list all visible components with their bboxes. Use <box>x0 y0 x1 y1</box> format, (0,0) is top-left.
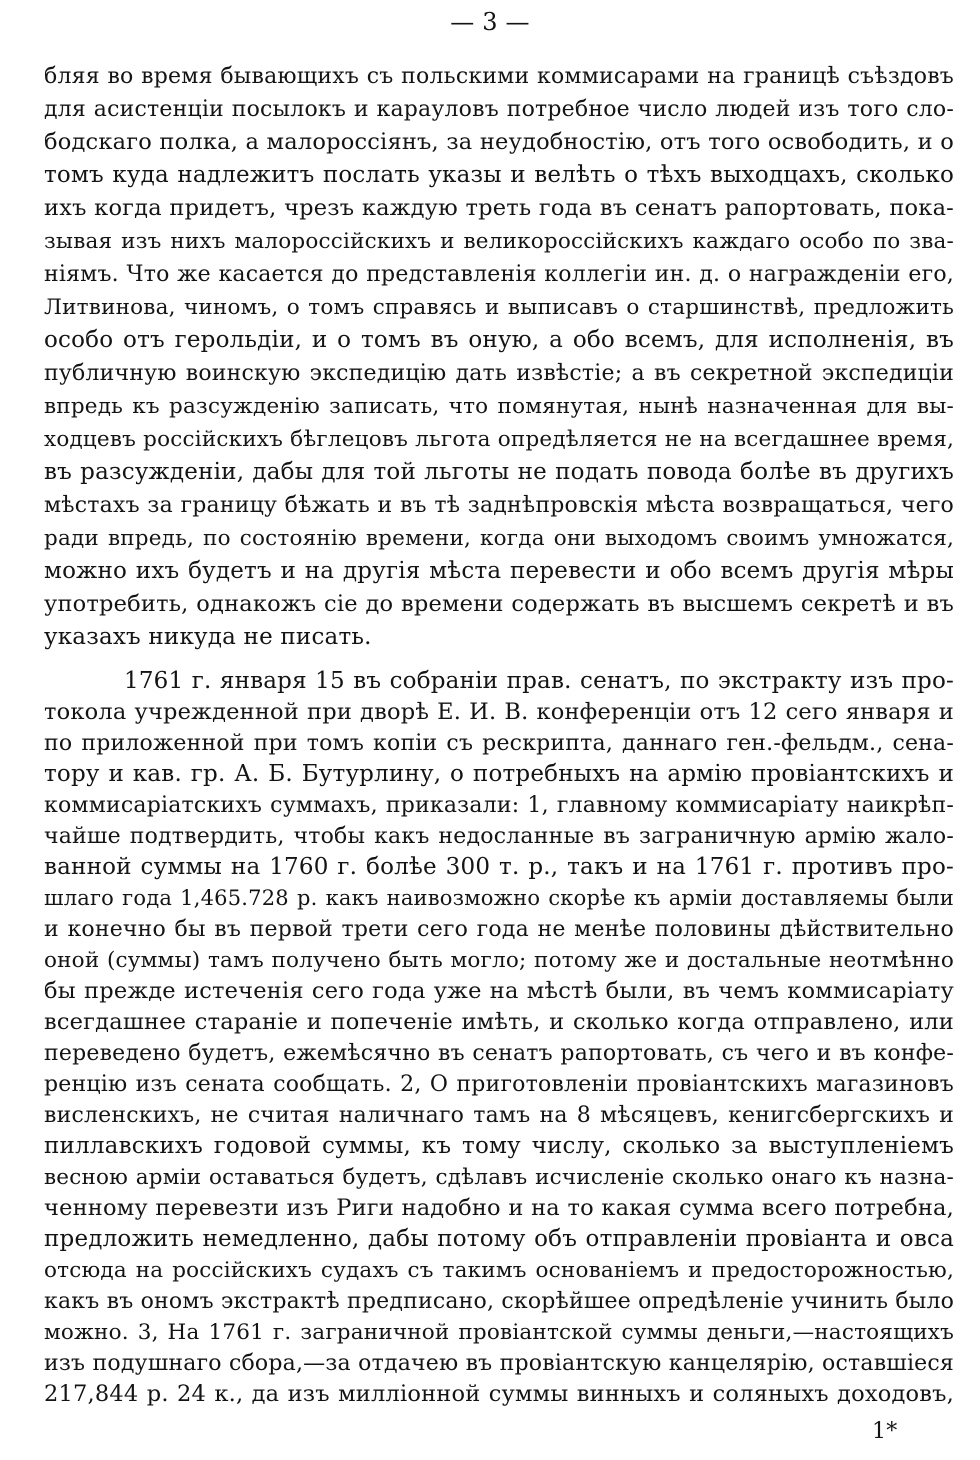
text-line: публичную воинскую экспедицію дать извѣстіе; а въ секретной экспедиціи <box>44 361 954 386</box>
text-line: всегдашнее стараніе и попеченіе имѣть, и сколько когда отправлено, или <box>44 1009 954 1035</box>
text-line: для асистенціи посылокъ и карауловъ потребное число людей изъ того сло- <box>44 97 954 122</box>
text-line: переведено будетъ, ежемѣсячно въ сенатъ рапортовать, съ чего и въ конфе- <box>44 1041 954 1066</box>
text-line: шлаго года 1,465.728 р. какъ наивозможно скорѣе къ арміи доставляемы были <box>44 886 954 910</box>
text-line: ради впредь, по состоянію времени, когда они выходомъ своимъ умножатся, <box>44 526 954 551</box>
text-line: отсюда на россійскихъ судахъ съ такимъ основаніемъ и предосторожностью, <box>44 1258 954 1283</box>
text-line: томъ куда надлежитъ послать указы и велѣть о тѣхъ выходцахъ, сколько <box>44 162 954 188</box>
text-line: ренцію изъ сената сообщать. 2, О приготовленіи провіантскихъ магазиновъ <box>44 1072 954 1097</box>
text-line: весною арміи оставаться будетъ, сдѣлавъ исчисленіе сколько онаго къ назна- <box>44 1165 954 1190</box>
text-line: ихъ когда придетъ, чрезъ каждую треть года въ сенатъ рапортовать, пока- <box>44 195 954 221</box>
text-line: бы прежде истеченія сего года уже на мѣстѣ были, въ чемъ коммисаріату <box>44 978 954 1004</box>
text-line: бляя во время бывающихъ съ польскими коммисарами на границѣ съѣздовъ <box>44 64 954 89</box>
text-line: впредь къ разсужденію записать, что помянутая, нынѣ назначенная для вы- <box>44 394 954 419</box>
text-line: ходцевъ россійскихъ бѣглецовъ льгота опредѣляется не на всегдашнее время, <box>44 427 954 452</box>
text-line: изъ подушнаго сбора,—за отдачею въ провіантскую канцелярію, оставшіеся <box>44 1351 954 1376</box>
signature-mark: 1* <box>872 1419 898 1444</box>
text-line: указахъ никуда не писать. <box>44 624 372 650</box>
text-line: токола учрежденной при дворѣ Е. И. В. конференціи отъ 12 сего января и <box>44 699 954 725</box>
text-line: по приложенной при томъ копіи съ рескрипта, даннаго ген.-фельдм., сена- <box>44 731 954 756</box>
text-line: какъ въ ономъ экстрактѣ предписано, скорѣйшее опредѣленіе учинить было <box>44 1289 954 1314</box>
text-line: чайше подтвердить, чтобы какъ недосланные въ заграничную армію жало- <box>44 824 954 849</box>
text-line: висленскихъ, не считая наличнаго тамъ на 8 мѣсяцевъ, кенигсбергскихъ и <box>44 1103 954 1128</box>
text-line: бодскаго полка, а малороссіянъ, за неудобностію, отъ того освободить, и о <box>44 129 954 155</box>
text-line: можно ихъ будетъ и на другія мѣста перевести и обо всемъ другія мѣры <box>44 558 954 584</box>
text-line: 217,844 р. 24 к., да изъ милліонной суммы винныхъ и соляныхъ доходовъ, <box>44 1381 954 1407</box>
text-line: ніямъ. Что же касается до представленія коллегіи ин. д. о награжденіи его, <box>44 262 954 287</box>
text-line: ванной суммы на 1760 г. болѣе 300 т. р., такъ и на 1761 г. противъ про- <box>44 854 954 880</box>
text-line: Литвинова, чиномъ, о томъ справясь и выписавъ о старшинствѣ, предложить <box>44 295 954 320</box>
text-line: зывая изъ нихъ малороссійскихъ и великороссійскихъ каждаго особо по зва- <box>44 229 954 254</box>
page-number: — 3 — <box>450 8 530 36</box>
text-line: можно. 3, На 1761 г. заграничной провіантской суммы деньги,—настоящихъ <box>44 1320 954 1345</box>
text-line: оной (суммы) тамъ получено быть могло; потому же и достальные неотмѣнно <box>44 948 954 973</box>
text-line: пиллавскихъ годовой суммы, къ тому числу, сколько за выступленіемъ <box>44 1133 954 1159</box>
text-line: мѣстахъ за границу бѣжать и въ тѣ заднѣпровскія мѣста возвращаться, чего <box>44 493 954 518</box>
text-line: 1761 г. января 15 въ собраніи прав. сенатъ, по экстракту изъ про- <box>124 668 954 694</box>
text-line: ченному перевезти изъ Риги надобно и на то какая сумма всего потребна, <box>44 1195 954 1221</box>
text-line: употребить, однакожъ сіе до времени содержать въ высшемъ секретѣ и въ <box>44 591 954 617</box>
text-line: и конечно бы въ первой трети сего года не менѣе половины дѣйствительно <box>44 917 954 942</box>
text-line: предложить немедленно, дабы потому объ отправленіи провіанта и овса <box>44 1226 954 1252</box>
text-line: особо отъ герольдіи, и о томъ въ оную, а обо всемъ, для исполненія, въ <box>44 327 954 353</box>
text-line: въ разсужденіи, дабы для той льготы не подать повода болѣе въ другихъ <box>44 459 954 485</box>
text-line: коммисаріатскихъ суммахъ, приказали: 1, главному коммисаріату наикрѣп- <box>44 793 954 818</box>
text-line: тору и кав. гр. А. Б. Бутурлину, о потребныхъ на армію провіантскихъ и <box>44 761 954 787</box>
